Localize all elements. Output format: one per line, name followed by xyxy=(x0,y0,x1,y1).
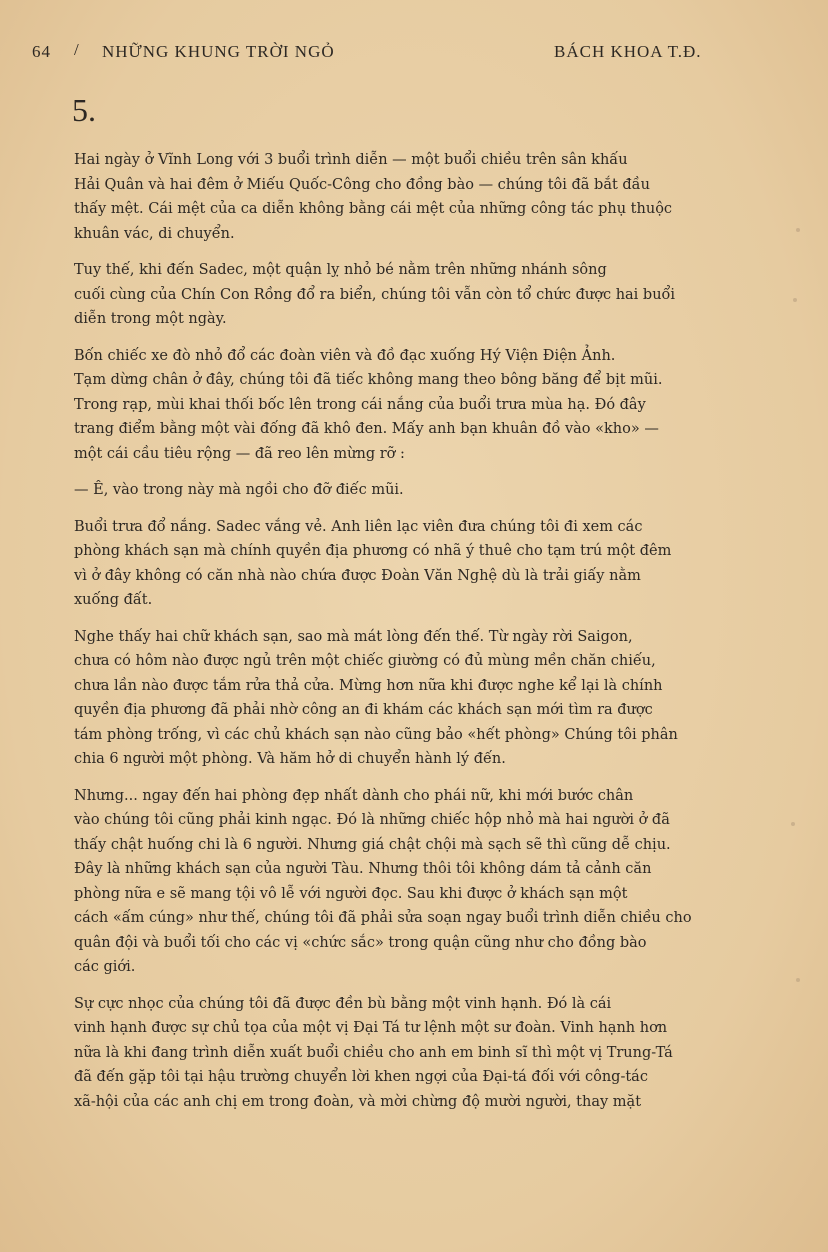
text-line: chia 6 người một phòng. Và hăm hở di chuyển hành lý đến. xyxy=(74,751,506,767)
text-line: vì ở đây không có căn nhà nào chứa được Đoàn Văn Nghệ dù là trải giấy nằm xyxy=(74,567,641,584)
text-line: vinh hạnh được sự chủ tọa của một vị Đại Tá tư lệnh một sư đoàn. Vinh hạnh hơn xyxy=(74,1020,668,1036)
text-line: Bốn chiếc xe đò nhỏ đổ các đoàn viên và đồ đạc xuống Hý Viện Điện Ảnh. xyxy=(74,347,616,364)
text-line: khuân vác, di chuyển. xyxy=(74,225,235,242)
paragraph xyxy=(74,784,750,980)
page-speck xyxy=(796,228,800,232)
text-line: Nhưng... ngay đến hai phòng đẹp nhất dành cho phái nữ, khi mới bước chân xyxy=(74,787,634,804)
body-text xyxy=(74,148,750,1126)
text-line: thấy chật huống chi là 6 người. Nhưng giá chật chội mà sạch sẽ thì cũng dễ chịu. xyxy=(74,836,671,853)
text-line: quyền địa phương đã phải nhờ công an đi khám các khách sạn mới tìm ra được xyxy=(74,702,653,718)
text-line: trang điểm bằng một vài đống đã khô đen. Mấy anh bạn khuân đồ vào «kho» — xyxy=(74,421,659,437)
paragraph xyxy=(74,148,750,246)
text-line: Nghe thấy hai chữ khách sạn, sao mà mát lòng đến thế. Từ ngày rời Saigon, xyxy=(74,628,633,645)
publication-name: BÁCH KHOA T.Đ. xyxy=(554,42,702,61)
text-line: các giới. xyxy=(74,959,136,975)
page-speck xyxy=(791,822,795,826)
text-line: tám phòng trống, vì các chủ khách sạn nào cũng bảo «hết phòng» Chúng tôi phân xyxy=(74,726,678,743)
text-line: xuống đất. xyxy=(74,592,153,608)
text-line: — Ê, vào trong này mà ngồi cho đỡ điếc mũi. xyxy=(74,482,404,498)
text-line: phòng khách sạn mà chính quyền địa phương có nhã ý thuê cho tạm trú một đêm xyxy=(74,543,672,559)
text-line: quân đội và buổi tối cho các vị «chức sắc» trong quận cũng như cho đồng bào xyxy=(74,934,647,951)
paragraph xyxy=(74,344,750,467)
text-line: xã-hội của các anh chị em trong đoàn, và mời chừng độ mười người, thay mặt xyxy=(74,1093,642,1110)
text-line: Tạm dừng chân ở đây, chúng tôi đã tiếc không mang theo bông băng để bịt mũi. xyxy=(74,372,663,388)
text-line: phòng nữa e sẽ mang tội vô lễ với người đọc. Sau khi được ở khách sạn một xyxy=(74,885,628,902)
text-line: nữa là khi đang trình diễn xuất buổi chiều cho anh em binh sĩ thì một vị Trung-Tá xyxy=(74,1044,673,1061)
text-line: Trong rạp, mùi khai thối bốc lên trong cái nắng của buổi trưa mùa hạ. Đó đây xyxy=(74,396,646,413)
text-line: thấy mệt. Cái mệt của ca diễn không bằng cái mệt của những công tác phụ thuộc xyxy=(74,201,673,217)
paragraph xyxy=(74,515,750,613)
section-number: 5. xyxy=(72,92,96,128)
text-line: Tuy thế, khi đến Sadec, một quận lỵ nhỏ bé nằm trên những nhánh sông xyxy=(74,262,607,278)
page-number: 64 xyxy=(32,42,51,61)
paragraph xyxy=(74,258,750,332)
text-line: cuối cùng của Chín Con Rồng đổ ra biển, chúng tôi vẫn còn tổ chức được hai buổi xyxy=(74,286,676,303)
text-line: chưa lần nào được tắm rửa thả cửa. Mừng hơn nữa khi được nghe kể lại là chính xyxy=(74,677,663,694)
paragraph xyxy=(74,992,750,1115)
text-line: một cái cầu tiêu rộng — đã reo lên mừng rỡ : xyxy=(74,445,405,462)
text-line: Hai ngày ở Vĩnh Long với 3 buổi trình diễn — một buổi chiều trên sân khấu xyxy=(74,152,628,168)
text-line: Hải Quân và hai đêm ở Miếu Quốc-Công cho đồng bào — chúng tôi đã bắt đầu xyxy=(74,176,650,193)
paragraph xyxy=(74,625,750,772)
text-line: đã đến gặp tôi tại hậu trường chuyển lời khen ngợi của Đại-tá đối với công-tác xyxy=(74,1069,648,1085)
paragraph xyxy=(74,478,750,503)
page-speck xyxy=(796,978,800,982)
text-line: cách «ấm cúng» như thế, chúng tôi đã phải sửa soạn ngay buổi trình diễn chiều cho xyxy=(74,910,692,926)
running-header xyxy=(32,40,728,64)
text-line: Đây là những khách sạn của người Tàu. Nhưng thôi tôi không dám tả cảnh căn xyxy=(74,861,652,877)
text-line: chưa có hôm nào được ngủ trên một chiếc giường có đủ mùng mền chăn chiếu, xyxy=(74,653,656,669)
book-title: NHỮNG KHUNG TRỜI NGỎ xyxy=(102,42,335,61)
header-separator: / xyxy=(74,40,80,59)
page-speck xyxy=(793,298,797,302)
text-line: vào chúng tôi cũng phải kinh ngạc. Đó là những chiếc hộp nhỏ mà hai người ở đã xyxy=(74,812,670,828)
text-line: Sự cực nhọc của chúng tôi đã được đền bù bằng một vinh hạnh. Đó là cái xyxy=(74,995,612,1012)
text-line: Buổi trưa đổ nắng. Sadec vắng vẻ. Anh liên lạc viên đưa chúng tôi đi xem các xyxy=(74,518,643,535)
text-line: diễn trong một ngày. xyxy=(74,311,227,327)
